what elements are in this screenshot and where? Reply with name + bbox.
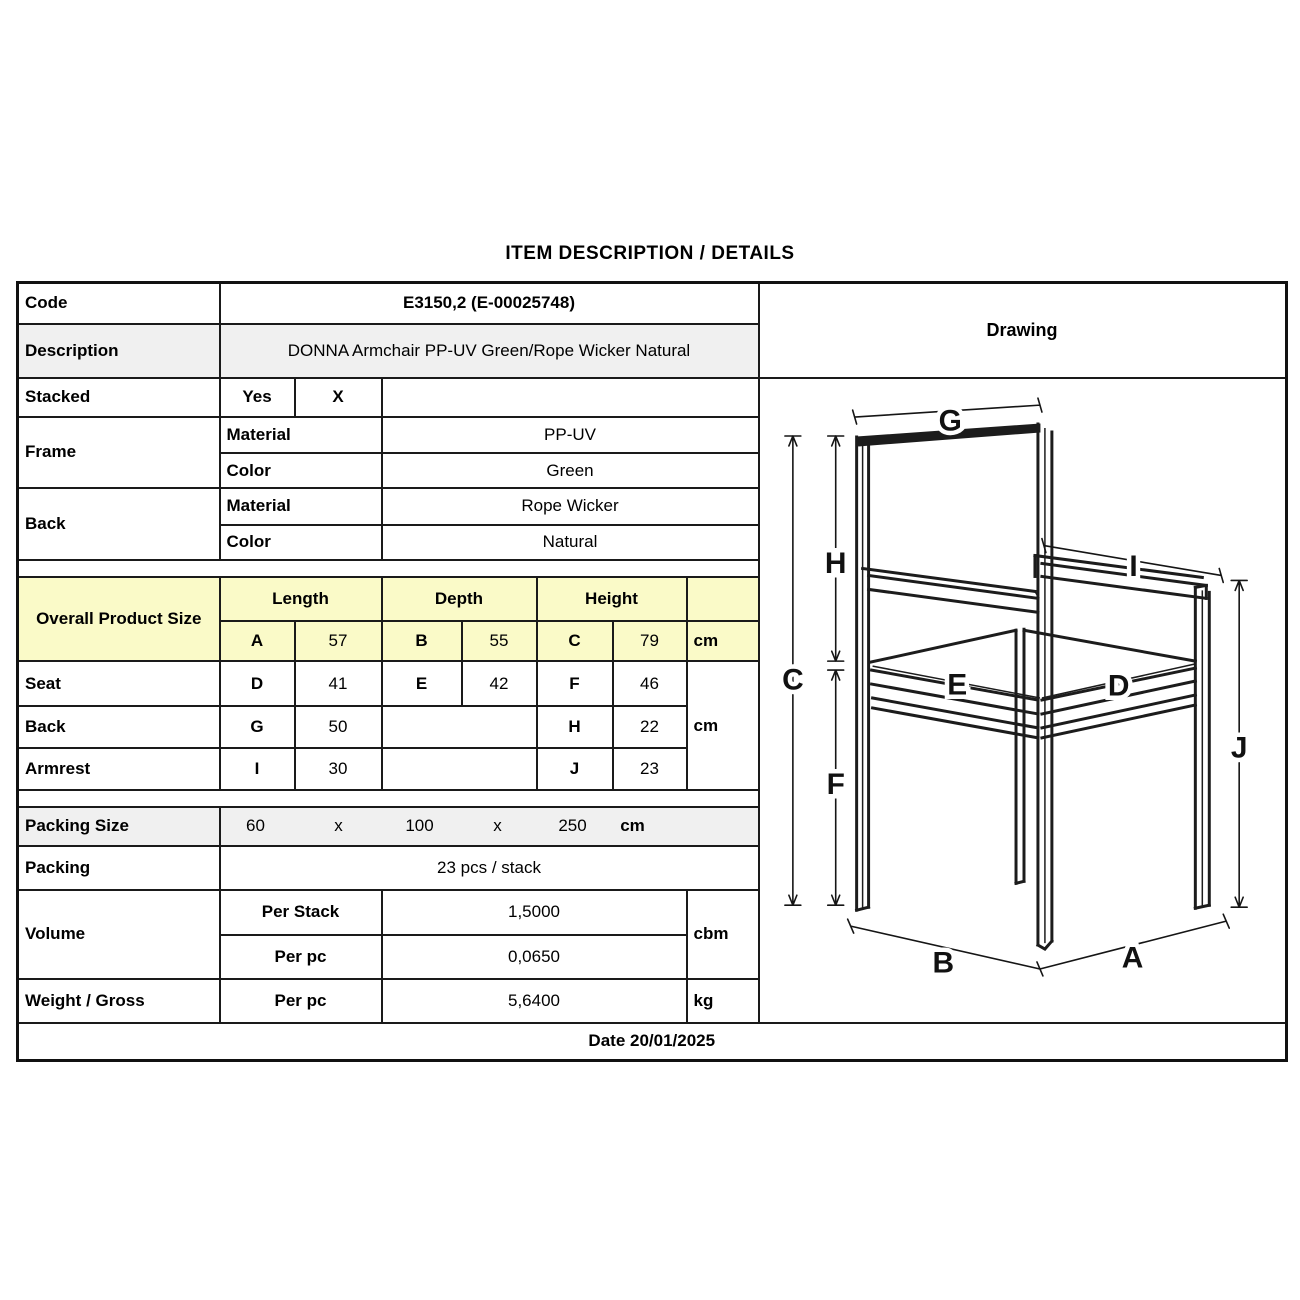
packing-value: 23 pcs / stack [220, 846, 759, 890]
packing-size-label: Packing Size [18, 807, 220, 846]
back-g-key: G [220, 706, 295, 748]
packing-size-x1: x [334, 816, 343, 836]
dim-label-a: A [1121, 941, 1143, 975]
frame-material-value: PP-UV [382, 417, 759, 454]
drawing-area [759, 378, 1287, 1023]
description-value: DONNA Armchair PP-UV Green/Rope Wicker Natural [220, 324, 759, 378]
overall-a-value: 57 [295, 621, 382, 661]
seat-d-value: 41 [295, 661, 382, 706]
seat-d-key: D [220, 661, 295, 706]
height-header: Height [537, 577, 687, 622]
code-label: Code [18, 283, 220, 324]
armrest-i-value: 30 [295, 748, 382, 790]
dim-label-h: H [824, 546, 847, 580]
armchair-drawing [760, 379, 1285, 1017]
spec-table [16, 281, 1288, 1062]
overall-a-key: A [220, 621, 295, 661]
dim-label-e: E [946, 668, 967, 702]
overall-c-value: 79 [613, 621, 687, 661]
armrest-label: Armrest [18, 748, 220, 790]
dim-label-d: D [1107, 669, 1129, 703]
weight-label: Weight / Gross [18, 979, 220, 1023]
back-dim-label: Back [18, 706, 220, 748]
length-header: Length [220, 577, 382, 622]
dim-label-c: C [781, 663, 804, 697]
depth-header: Depth [382, 577, 537, 622]
armrest-j-value: 23 [613, 748, 687, 790]
date-cell: Date 20/01/2025 [18, 1023, 1287, 1061]
overall-c-key: C [537, 621, 613, 661]
back-color-label: Color [220, 525, 382, 560]
description-label: Description [18, 324, 220, 378]
packing-size-unit: cm [620, 816, 645, 836]
seat-e-key: E [382, 661, 462, 706]
overall-size-label: Overall Product Size [18, 577, 220, 662]
row-stacked [18, 378, 1287, 417]
back-h-value: 22 [613, 706, 687, 748]
armrest-empty [382, 748, 537, 790]
back-material-label: Material [220, 488, 382, 525]
back-label: Back [18, 488, 220, 560]
packing-size-v3: 250 [558, 816, 587, 836]
packing-size-values [220, 807, 759, 846]
packing-size-v1: 60 [246, 816, 265, 836]
seat-back-armrest-unit: cm [687, 661, 759, 790]
row-code [18, 283, 1287, 324]
page-title: ITEM DESCRIPTION / DETAILS [505, 243, 795, 264]
packing-size-v2: 100 [405, 816, 434, 836]
weight-per-pc-label: Per pc [220, 979, 382, 1023]
back-g-value: 50 [295, 706, 382, 748]
stacked-yes: Yes [220, 378, 295, 417]
seat-label: Seat [18, 661, 220, 706]
packing-label: Packing [18, 846, 220, 890]
dim-label-b: B [932, 945, 954, 979]
armrest-i-key: I [220, 748, 295, 790]
back-color-value: Natural [382, 525, 759, 560]
volume-per-stack-value: 1,5000 [382, 890, 687, 935]
stacked-empty [382, 378, 759, 417]
packing-size-x2: x [493, 816, 502, 836]
code-value: E3150,2 (E-00025748) [220, 283, 759, 324]
stacked-label: Stacked [18, 378, 220, 417]
stacked-mark: X [295, 378, 382, 417]
dim-label-i: I [1128, 549, 1138, 583]
back-material-value: Rope Wicker [382, 488, 759, 525]
spacer-cell [18, 560, 759, 577]
seat-e-value: 42 [462, 661, 537, 706]
seat-f-key: F [537, 661, 613, 706]
overall-unit: cm [687, 621, 759, 661]
volume-per-pc-value: 0,0650 [382, 935, 687, 979]
frame-color-value: Green [382, 453, 759, 488]
dim-label-f: F [826, 767, 845, 801]
volume-per-pc-label: Per pc [220, 935, 382, 979]
frame-label: Frame [18, 417, 220, 489]
dim-label-j: J [1230, 730, 1247, 764]
back-h-key: H [537, 706, 613, 748]
volume-unit: cbm [687, 890, 759, 979]
row-date [18, 1023, 1287, 1061]
overall-b-value: 55 [462, 621, 537, 661]
size-header-empty [687, 577, 759, 622]
armrest-j-key: J [537, 748, 613, 790]
volume-per-stack-label: Per Stack [220, 890, 382, 935]
drawing-header: Drawing [759, 283, 1287, 378]
spacer-cell [18, 790, 759, 807]
frame-material-label: Material [220, 417, 382, 454]
seat-f-value: 46 [613, 661, 687, 706]
dim-label-g: G [938, 404, 962, 438]
back-dim-empty [382, 706, 537, 748]
volume-label: Volume [18, 890, 220, 979]
frame-color-label: Color [220, 453, 382, 488]
overall-b-key: B [382, 621, 462, 661]
weight-unit: kg [687, 979, 759, 1023]
weight-value: 5,6400 [382, 979, 687, 1023]
